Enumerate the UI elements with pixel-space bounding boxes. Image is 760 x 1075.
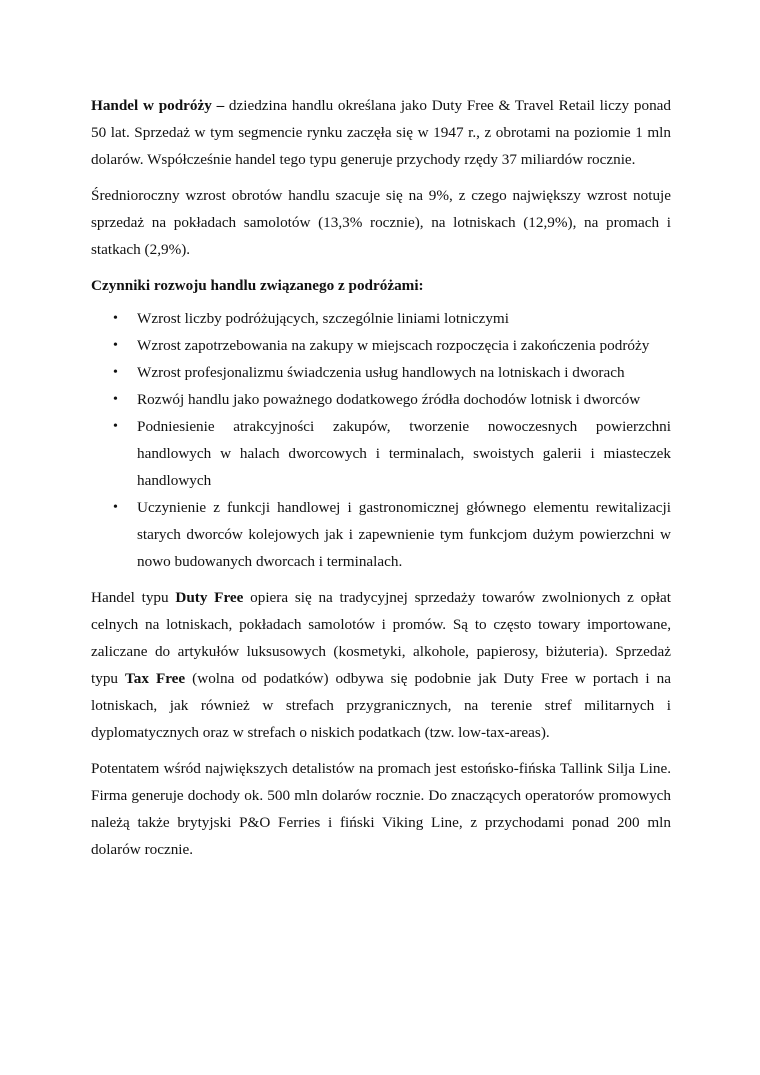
- list-item-text: Uczynienie z funkcji handlowej i gastronomicznej głównego elementu rewitalizacji starych dworców kolejowych jak i zapewnienie tym funkcjom dużym powierzchni w nowo budowanych dworcach i terminalach.: [137, 499, 671, 570]
- list-item: [91, 305, 671, 332]
- factors-heading: Czynniki rozwoju handlu związanego z podróżami:: [91, 277, 424, 294]
- intro-bold-lead: Handel w podróży –: [91, 97, 225, 114]
- list-item-text: Podniesienie atrakcyjności zakupów, tworzenie nowoczesnych powierzchni handlowych w halach dworcowych i terminalach, swoistych galerii i miasteczek handlowych: [137, 418, 671, 489]
- list-item-text: Wzrost zapotrzebowania na zakupy w miejscach rozpoczęcia i zakończenia podróży: [137, 337, 650, 354]
- factors-list: [91, 305, 671, 575]
- bullet-icon: •: [113, 365, 118, 380]
- document-page: [91, 92, 671, 872]
- bullet-icon: •: [113, 311, 118, 326]
- bullet-icon: •: [113, 500, 118, 515]
- duty-free-text-2: opiera się na tradycyjnej sprzedaży towarów zwolnionych z opłat celnych na lotniskach, pokładach samolotów i promów. Są to często towary importowane, zaliczane do artykułów luksusowych (kosmetyki, alkohole, papierosy, biżuteria). Sprzedaż typu: [91, 589, 672, 687]
- ferry-operators-paragraph: Potentatem wśród największych detalistów na promach jest estońsko-fińska Tallink Silja Line. Firma generuje dochody ok. 500 mln dolarów rocznie. Do znaczących operatorów promowych należą także brytyjski P&O Ferries i fiński Viking Line, z przychodami ponad 200 mln dolarów rocznie.: [91, 760, 671, 858]
- intro-paragraph: [91, 92, 671, 173]
- bullet-icon: •: [113, 392, 118, 407]
- duty-free-text-1: Handel typu: [91, 589, 176, 606]
- intro-text: dziedzina handlu określana jako Duty Free & Travel Retail liczy ponad 50 lat. Sprzedaż w tym segmencie rynku zaczęła się w 1947 r., z obrotami na poziomie 1 mln dolarów. Współcześnie handel tego typu generuje przychody rzędy 37 miliardów rocznie.: [91, 97, 671, 168]
- list-item-text: Wzrost profesjonalizmu świadczenia usług handlowych na lotniskach i dworach: [137, 364, 625, 381]
- duty-free-bold: Duty Free: [175, 589, 244, 606]
- duty-free-text-3: (wolna od podatków) odbywa się podobnie jak Duty Free w portach i na lotniskach, jak również w strefach przygranicznych, na terenie stref militarnych i dyplomatycznych oraz w strefach o niskich podatkach (tzw. low-tax-areas).: [91, 670, 671, 741]
- bullet-icon: •: [113, 419, 118, 434]
- duty-free-paragraph: [91, 584, 671, 746]
- tax-free-bold: Tax Free: [125, 670, 186, 687]
- growth-paragraph: Średnioroczny wzrost obrotów handlu szacuje się na 9%, z czego największy wzrost notuje sprzedaż na pokładach samolotów (13,3% rocznie), na lotniskach (12,9%), na promach i statkach (2,9%).: [91, 187, 671, 258]
- list-item: [91, 359, 671, 386]
- list-item-text: Wzrost liczby podróżujących, szczególnie liniami lotniczymi: [137, 310, 509, 327]
- list-item: [91, 386, 671, 413]
- list-item-text: Rozwój handlu jako poważnego dodatkowego źródła dochodów lotnisk i dworców: [137, 391, 641, 408]
- list-item: [91, 413, 671, 494]
- list-item: [91, 332, 671, 359]
- bullet-icon: •: [113, 338, 118, 353]
- list-item: [91, 494, 671, 575]
